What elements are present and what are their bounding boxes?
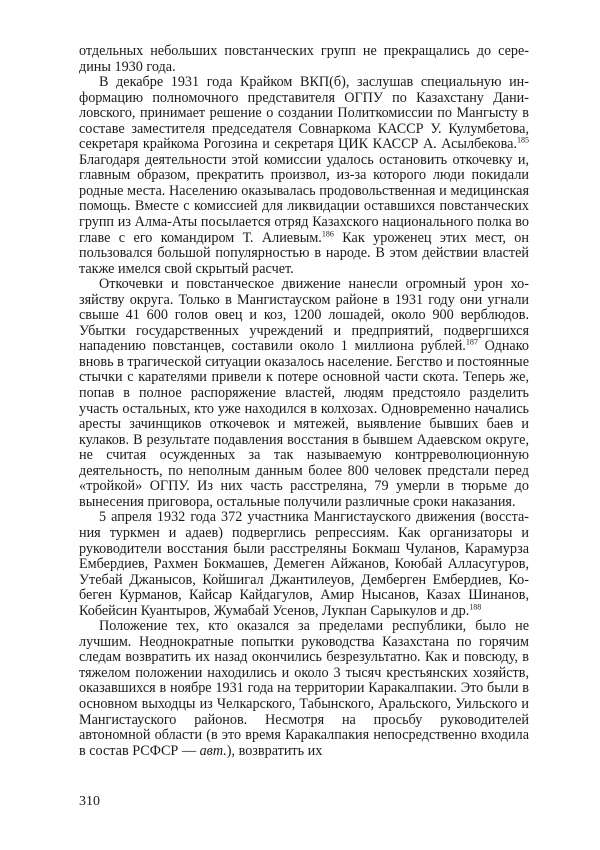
- text-run: 5 апреля 1932 года 372 участника Мангистауского движения (восстания туркмен и адаев) подверглись репрессиям. Как организаторы и руководители восстания были расстреляны Бокмаш Чуланов, Карамурза Ембердиев, Рахмен Бокмашев, Демеген Айжанов, Коюбай Алласугуров, Утебай Джанысов, Койшигал Джантилеуов, Демберген Ембердиев, Кобеген Курманов, Кайсар Кайдагулов, Амир Нысанов, Казах Шинанов, Кобейсин Куантыров, Жумабай Усенов, Лукпан Сарыкулов и др.: [79, 509, 529, 619]
- paragraph: [79, 277, 529, 510]
- footnote-reference: 185: [517, 135, 529, 145]
- italic-text: авт.: [199, 742, 227, 759]
- text-run: отдельных небольших повстанческих групп не прекращались до середины 1930 года.: [79, 43, 529, 75]
- text-run: В декабре 1931 года Крайком ВКП(б), заслушав специальную информацию полномочного представителя ОГПУ по Казахстану Даниловского, принимает решение о создании Политкомиссии по Мангысту в составе заместителя председателя Совнаркома КАССР У. Кулумбетова, секретаря крайкома Рогозина и секретаря ЦИК КАССР А. Асылбекова.: [79, 74, 529, 153]
- text-run: ), возвратить их: [226, 742, 323, 759]
- paragraph: [79, 44, 529, 75]
- footnote-reference: 187: [465, 337, 478, 347]
- text-run: Положение тех, кто оказался за пределами республики, было не лучшим. Неоднократные попытки руководства Казахстана по горячим следам возвратить их назад окончились безрезультатно. Как и повсюду, в тяжелом положении находились и около 3 тысяч крестьянских хозяйств, оказавшихся в ноябре 1931 года на территории Каракалпакии. Это были в основном выходцы из Челкарского, Табынского, Аральского, Уильского и Мангистауского районов. Несмотря на просьбу руководителей автономной области (в это время Каракалпакия непосредственно входила в состав РСФСР —: [79, 618, 529, 759]
- paragraph: [79, 510, 529, 619]
- paragraph: [79, 75, 529, 277]
- text-run: Благодаря деятельности этой комиссии удалось остановить откочевку и, главным образом, прекратить произвол, из-за которого люди покидали родные места. Населению оказывалась продовольственная и медицинская помощь. Вместе с комиссией для ликвидации оставшихся повстанческих групп из Алма-Аты посылается отряд Казахского национального полка во главе с его командиром Т. Алиевым.: [79, 151, 529, 246]
- page-body: [79, 44, 529, 759]
- footnote-reference: 188: [469, 601, 482, 611]
- text-run: Как уроженец этих мест, он пользовался большой популярностью в народе. В этом действии властей также имелся свой скрытый расчет.: [79, 229, 529, 277]
- footnote-reference: 186: [321, 228, 334, 238]
- paragraph: [79, 619, 529, 759]
- text-run: Откочевки и повстанческое движение нанесли огромный урон хозяйству округа. Только в Мангистауском районе в 1931 году они угнали свыше 41 600 голов овец и коз, 1200 лошадей, около 900 верблюдов. Убытки государственных учреждений и предприятий, подвергшихся нападению повстанцев, составили около 1 миллиона рублей.: [79, 276, 529, 355]
- text-run: Однако вновь в трагической ситуации оказалось население. Бегство и постоянные стычки с карателями привели к потере основной части скота. Теперь же, попав в полное распоряжение властей, людям предстояло разделить участь остальных, кто уже находился в колхозах. Одновременно начались аресты зачинщиков откочевок и мятежей, выявление бывших баев и кулаков. В результате подавления восстания в бывшем Адаевском округе, не считая осужденных за так называемую контрреволюционную деятельность, по неполным данным более 800 человек предстали перед «тройкой» ОГПУ. Из них часть расстреляна, 79 умерли в тюрьме до вынесения приговора, остальные получили различные сроки наказания.: [79, 338, 529, 510]
- page-number: 310: [79, 794, 100, 809]
